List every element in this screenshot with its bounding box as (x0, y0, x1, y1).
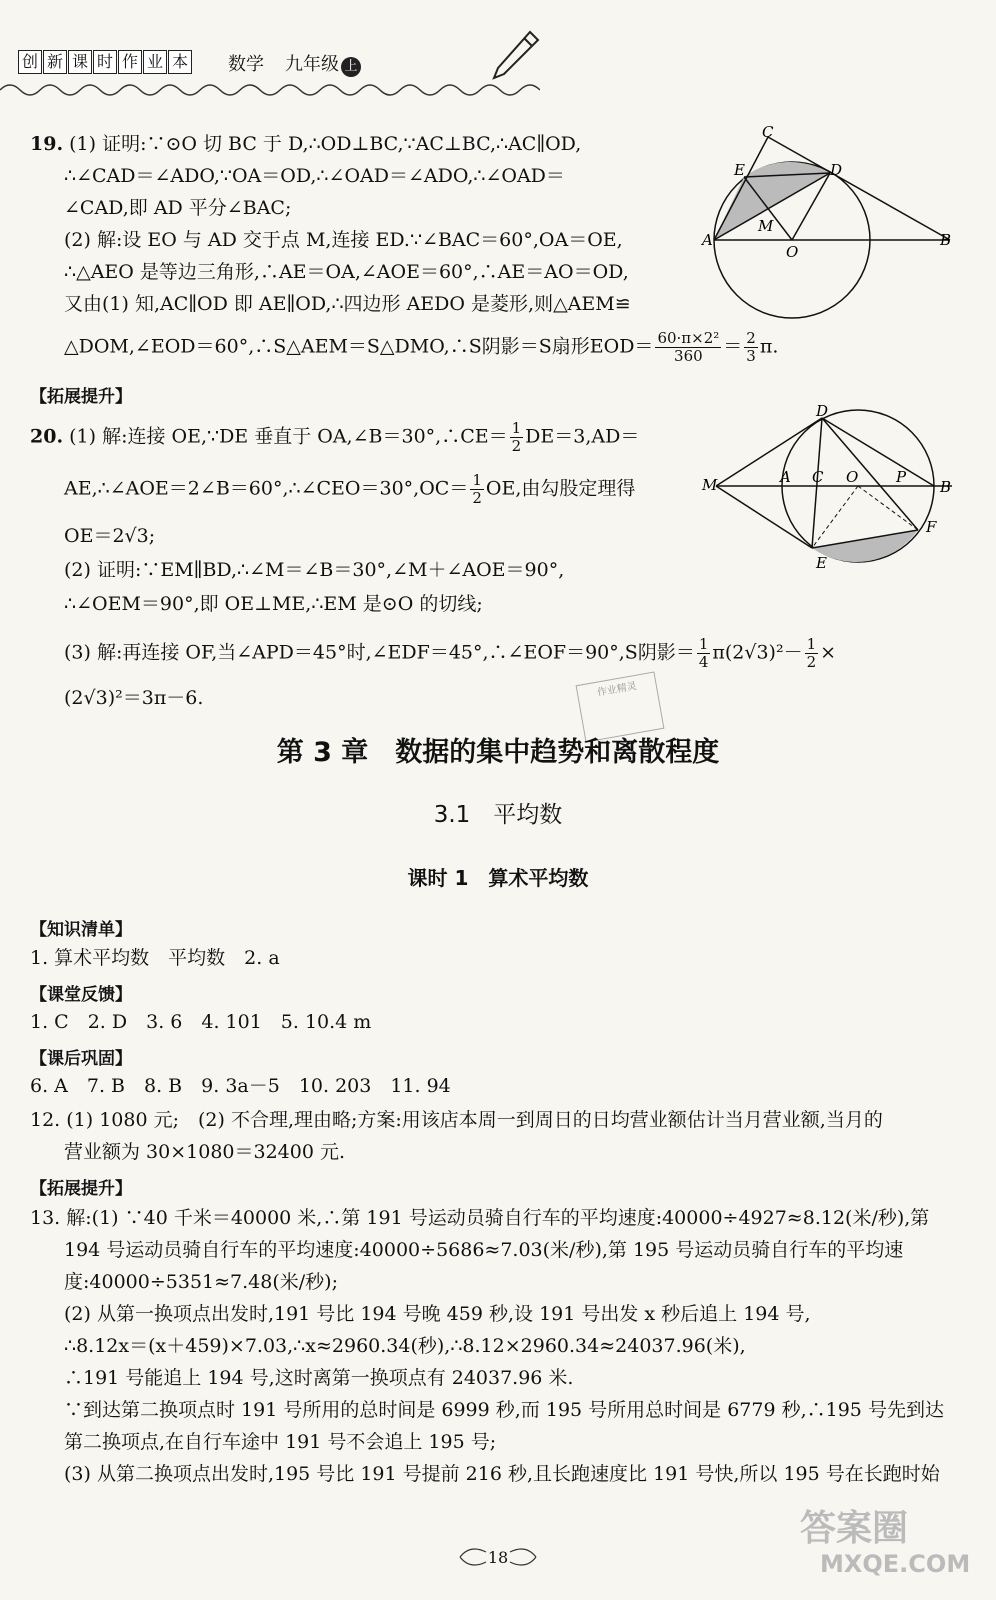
q13-line-9: (3) 从第二换项点出发时,195 号比 191 号提前 216 秒,且长跑速度比 191 号快,所以 195 号在长跑时始 (64, 1463, 940, 1485)
section-heading: 【知识清单】 (30, 920, 132, 940)
stamp-logo: 作业精灵 (576, 671, 665, 742)
point-label: P (896, 468, 907, 486)
page-number (450, 1548, 546, 1567)
q13-line-2: 194 号运动员骑自行车的平均速度:40000÷5686≈7.03(米/秒),第 195 号运动员骑自行车的平均速 (64, 1239, 904, 1261)
q19-line-3: ∠CAD,即 AD 平分∠BAC; (64, 197, 292, 219)
point-label: D (816, 402, 829, 420)
q13-line-6: ∴191 号能追上 194 号,这时离第一换项点有 24037.96 米. (64, 1367, 574, 1389)
q19-line-7 (64, 330, 778, 365)
q20-text: (3) 解:再连接 OF,当∠APD＝45°时,∠EDF＝45°,∴∠EOF＝90°,S阴影＝ (64, 641, 695, 664)
q20-text: (1) 解:连接 OE,∵DE 垂直于 OA,∠B＝30°,∴CE＝ (69, 425, 508, 448)
figure-circle-tangent-2 (700, 400, 970, 580)
fraction-denominator: 360 (674, 347, 703, 365)
q12-line-2: 营业额为 30×1080＝32400 元. (64, 1141, 346, 1163)
q12-line-1: 12. (1) 1080 元; (2) 不合理,理由略;方案:用该店本周一到周日的日均营业额估计当月营业额,当月的 (30, 1109, 883, 1131)
fraction-numerator: 1 (472, 471, 482, 489)
q20-line-1 (30, 420, 639, 455)
series-char: 本 (168, 50, 192, 74)
grade-label (285, 50, 361, 77)
q13-line-7: ∵到达第二换项点时 191 号所用的总时间是 6999 秒,而 195 号所用总时间是 6779 秒,∴195 号先到达 (64, 1399, 944, 1421)
fraction (510, 420, 524, 455)
fraction (470, 472, 484, 507)
page-number-text: 18 (487, 1548, 509, 1567)
point-label: C (762, 125, 774, 141)
point-label: B (940, 478, 952, 496)
figure-circle-tangent-1 (700, 125, 970, 345)
fraction (697, 636, 711, 671)
q20-text: π(2√3)²－ (712, 641, 803, 664)
q20-text: OE,由勾股定理得 (485, 477, 636, 500)
header-wave-divider (0, 80, 540, 100)
fraction-numerator: 1 (806, 635, 817, 653)
pencil-icon (490, 30, 540, 80)
q13-line-4: (2) 从第一换项点出发时,191 号比 194 号晚 459 秒,设 191 号出发 x 秒后追上 194 号, (64, 1303, 811, 1325)
q20-line-4: (2) 证明:∵EM∥BD,∴∠M＝∠B＝30°,∠M＋∠AOE＝90°, (64, 559, 565, 581)
fraction-numerator: 2 (746, 329, 756, 347)
knowledge-answers: 1. 算术平均数 平均数 2. a (30, 947, 280, 969)
point-label: A (702, 231, 713, 249)
series-char: 新 (43, 50, 67, 74)
fraction-denominator: 2 (806, 653, 817, 671)
chapter-title: 第 3 章 数据的集中趋势和离散程度 (276, 737, 720, 768)
question-number: 19. (30, 133, 64, 155)
q20-text: AE,∴∠AOE＝2∠B＝60°,∴∠CEO＝30°,OC＝ (64, 477, 469, 500)
lesson-title: 课时 1 算术平均数 (407, 866, 589, 890)
page-header (0, 30, 996, 100)
point-label: E (734, 161, 745, 179)
series-title (18, 50, 193, 74)
question-number: 20. (30, 425, 64, 448)
q19-text: (1) 证明:∵⊙O 切 BC 于 D,∴OD⊥BC,∵AC⊥BC,∴AC∥OD, (69, 133, 582, 155)
q20-line-2 (64, 472, 635, 507)
q19-line-5: ∴△AEO 是等边三角形,∴AE＝OA,∠AOE＝60°,∴AE＝AO＝OD, (64, 261, 629, 283)
fraction-numerator: 60·π×2² (657, 329, 720, 347)
q19-text: △DOM,∠EOD＝60°,∴S△AEM＝S△DMO,∴S阴影＝S扇形EOD＝ (64, 335, 654, 358)
q19-line-4: (2) 解:设 EO 与 AD 交于点 M,连接 ED.∵∠BAC＝60°,OA＝OE, (64, 229, 623, 251)
watermark-logo: 答案圈 (800, 1508, 909, 1549)
q20-text: DE＝3,AD＝ (525, 425, 640, 448)
after-class-answers: 6. A 7. B 8. B 9. 3a－5 10. 203 11. 94 (30, 1075, 451, 1097)
q19-text: ＝ (723, 335, 743, 358)
point-label: M (702, 476, 718, 494)
q20-line-3: OE＝2√3; (64, 525, 156, 547)
fraction-denominator: 2 (511, 437, 522, 455)
point-label: M (758, 217, 774, 235)
term-badge: 上 (341, 57, 361, 77)
point-label: E (816, 554, 827, 572)
point-label: B (940, 231, 952, 249)
fraction (805, 636, 819, 671)
q20-line-7: (2√3)²＝3π－6. (64, 687, 204, 709)
point-label: D (830, 161, 843, 179)
series-char: 课 (68, 50, 92, 74)
series-char: 时 (93, 50, 117, 74)
q13-line-3: 度:40000÷5351≈7.48(米/秒); (64, 1271, 338, 1293)
subject-label: 数学 (228, 54, 264, 75)
q19-line-2: ∴∠CAD＝∠ADO,∵OA＝OD,∴∠OAD＝∠ADO,∴∠OAD＝ (64, 165, 565, 187)
q19-text: π. (759, 335, 779, 358)
grade-text: 九年级 (285, 54, 339, 75)
fraction-denominator: 2 (472, 489, 482, 507)
series-char: 业 (143, 50, 167, 74)
section-heading: 【拓展提升】 (30, 1179, 132, 1199)
series-char: 创 (18, 50, 42, 74)
fraction-numerator: 1 (511, 419, 522, 437)
series-char: 作 (118, 50, 142, 74)
point-label: C (812, 468, 824, 486)
class-feedback-answers: 1. C 2. D 3. 6 4. 101 5. 10.4 m (30, 1011, 372, 1033)
q13-line-8: 第二换项点,在自行车途中 191 号不会追上 195 号; (64, 1431, 497, 1453)
q20-line-5: ∴∠OEM＝90°,即 OE⊥ME,∴EM 是⊙O 的切线; (64, 593, 483, 615)
section-heading: 【拓展提升】 (30, 387, 132, 407)
point-label: A (780, 468, 791, 486)
q19-line-1 (30, 130, 581, 158)
section-heading: 【课后巩固】 (30, 1049, 132, 1069)
watermark-url: MXQE.COM (820, 1550, 971, 1578)
point-label: F (926, 518, 937, 536)
q13-line-5: ∴8.12x＝(x＋459)×7.03,∴x≈2960.34(秒),∴8.12×2960.34≈24037.96(米), (64, 1335, 746, 1357)
q13-line-1: 13. 解:(1) ∵40 千米＝40000 米,∴第 191 号运动员骑自行车的平均速度:40000÷4927≈8.12(米/秒),第 (30, 1207, 930, 1229)
q20-text: × (820, 641, 837, 664)
point-label: O (786, 243, 799, 261)
point-label: O (846, 468, 859, 486)
fraction-denominator: 4 (698, 653, 709, 671)
section-heading: 【课堂反馈】 (30, 985, 132, 1005)
q19-line-6: 又由(1) 知,AC∥OD 即 AE∥OD,∴四边形 AEDO 是菱形,则△AEM≌ (64, 293, 631, 315)
section-title: 3.1 平均数 (433, 802, 563, 828)
fraction-denominator: 3 (746, 347, 756, 365)
q20-line-6 (64, 636, 836, 671)
fraction-numerator: 1 (698, 635, 709, 653)
